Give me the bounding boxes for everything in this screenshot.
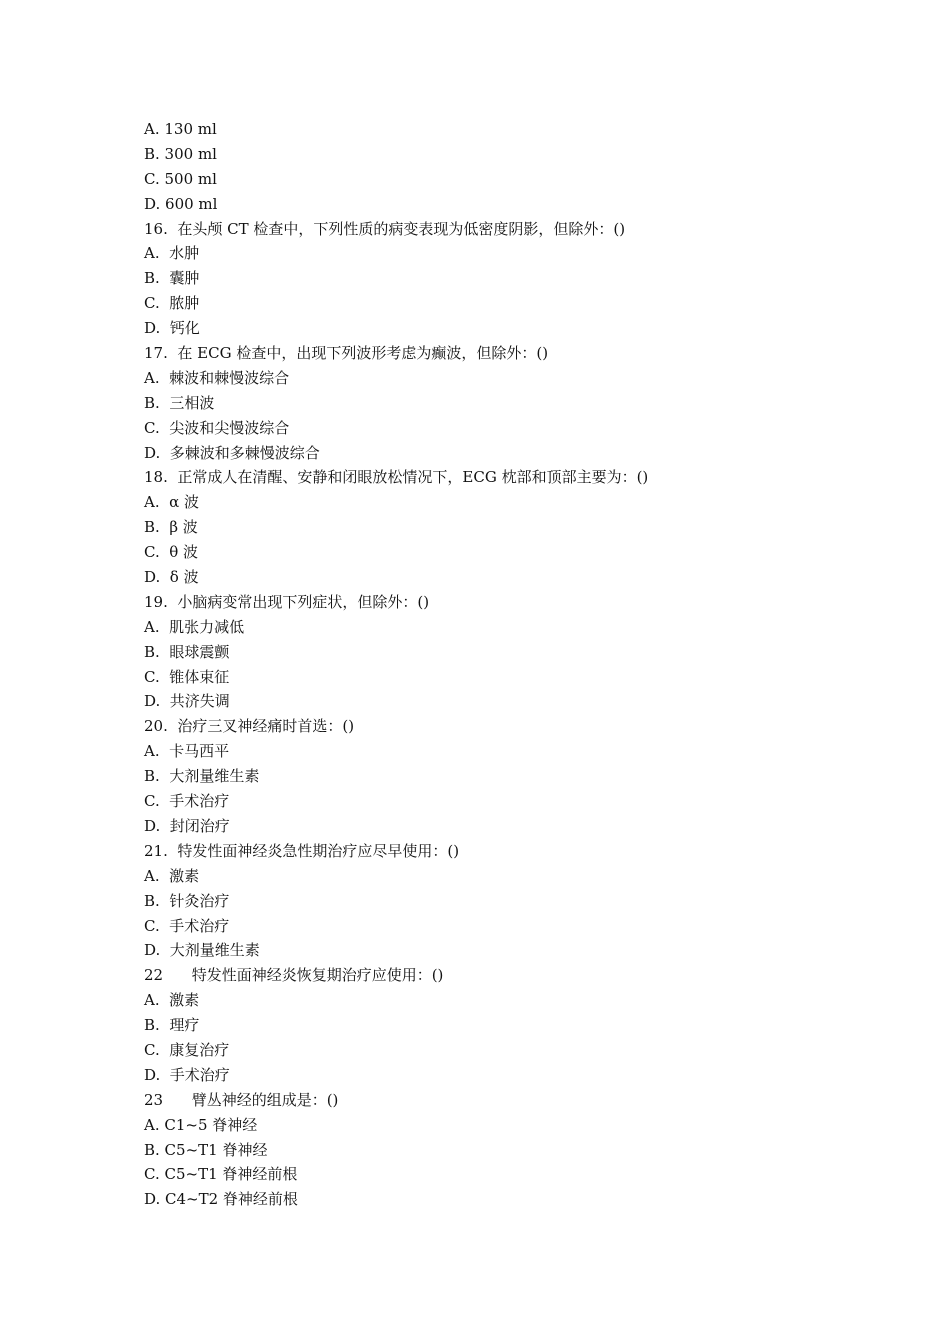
- answer-option: A. 棘波和棘慢波综合: [144, 368, 290, 387]
- answer-option: B. 300 ml: [144, 144, 217, 163]
- answer-option: D. 钙化: [144, 319, 200, 338]
- answer-option: D. 共济失调: [144, 692, 230, 711]
- question-text: 23 臂丛神经的组成是：(): [144, 1090, 339, 1109]
- answer-option: A. α 波: [144, 493, 200, 512]
- answer-option: D. 大剂量维生素: [144, 941, 260, 960]
- answer-option: B. 三相波: [144, 393, 215, 412]
- answer-option: B. 大剂量维生素: [144, 767, 260, 786]
- answer-option: C. 康复治疗: [144, 1040, 230, 1059]
- answer-option: C. 锥体束征: [144, 667, 230, 686]
- answer-option: C. θ 波: [144, 543, 199, 562]
- answer-option: C. C5~T1 脊神经前根: [144, 1165, 298, 1184]
- answer-option: A. C1~5 脊神经: [144, 1115, 258, 1134]
- answer-option: B. 眼球震颤: [144, 642, 230, 661]
- answer-option: A. 激素: [144, 866, 200, 885]
- answer-option: C. 尖波和尖慢波综合: [144, 418, 290, 437]
- document-page: [144, 117, 884, 1212]
- answer-option: B. 囊肿: [144, 269, 200, 288]
- answer-option: D. δ 波: [144, 568, 199, 587]
- question-text: 17. 在 ECG 检查中，出现下列波形考虑为癫波，但除外：(): [144, 344, 549, 363]
- answer-option: A. 激素: [144, 991, 200, 1010]
- answer-option: A. 130 ml: [144, 120, 217, 138]
- answer-option: D. 600 ml: [144, 194, 218, 213]
- answer-option: D. 封闭治疗: [144, 816, 230, 835]
- answer-option: B. β 波: [144, 518, 198, 537]
- question-text: 22 特发性面神经炎恢复期治疗应使用：(): [144, 966, 444, 985]
- question-text: 21. 特发性面神经炎急性期治疗应尽早使用：(): [144, 841, 460, 860]
- answer-option: B. 针灸治疗: [144, 891, 230, 910]
- answer-option: C. 500 ml: [144, 169, 217, 188]
- answer-option: C. 脓肿: [144, 294, 200, 313]
- answer-option: A. 肌张力减低: [144, 617, 245, 636]
- answer-option: D. C4~T2 脊神经前根: [144, 1190, 298, 1209]
- question-text: 16. 在头颅 CT 检查中，下列性质的病变表现为低密度阴影，但除外：(): [144, 219, 626, 238]
- question-text: 20. 治疗三叉神经痛时首选：(): [144, 717, 355, 736]
- answer-option: B. C5~T1 脊神经: [144, 1140, 268, 1159]
- answer-option: B. 理疗: [144, 1016, 200, 1035]
- answer-option: D. 多棘波和多棘慢波综合: [144, 443, 320, 462]
- answer-option: D. 手术治疗: [144, 1065, 230, 1084]
- answer-option: A. 水肿: [144, 244, 200, 263]
- question-text: 18. 正常成人在清醒、安静和闭眼放松情况下，ECG 枕部和顶部主要为：(): [144, 468, 649, 487]
- answer-option: C. 手术治疗: [144, 916, 230, 935]
- question-text: 19. 小脑病变常出现下列症状，但除外：(): [144, 592, 430, 611]
- answer-option: A. 卡马西平: [144, 742, 230, 761]
- answer-option: C. 手术治疗: [144, 792, 230, 811]
